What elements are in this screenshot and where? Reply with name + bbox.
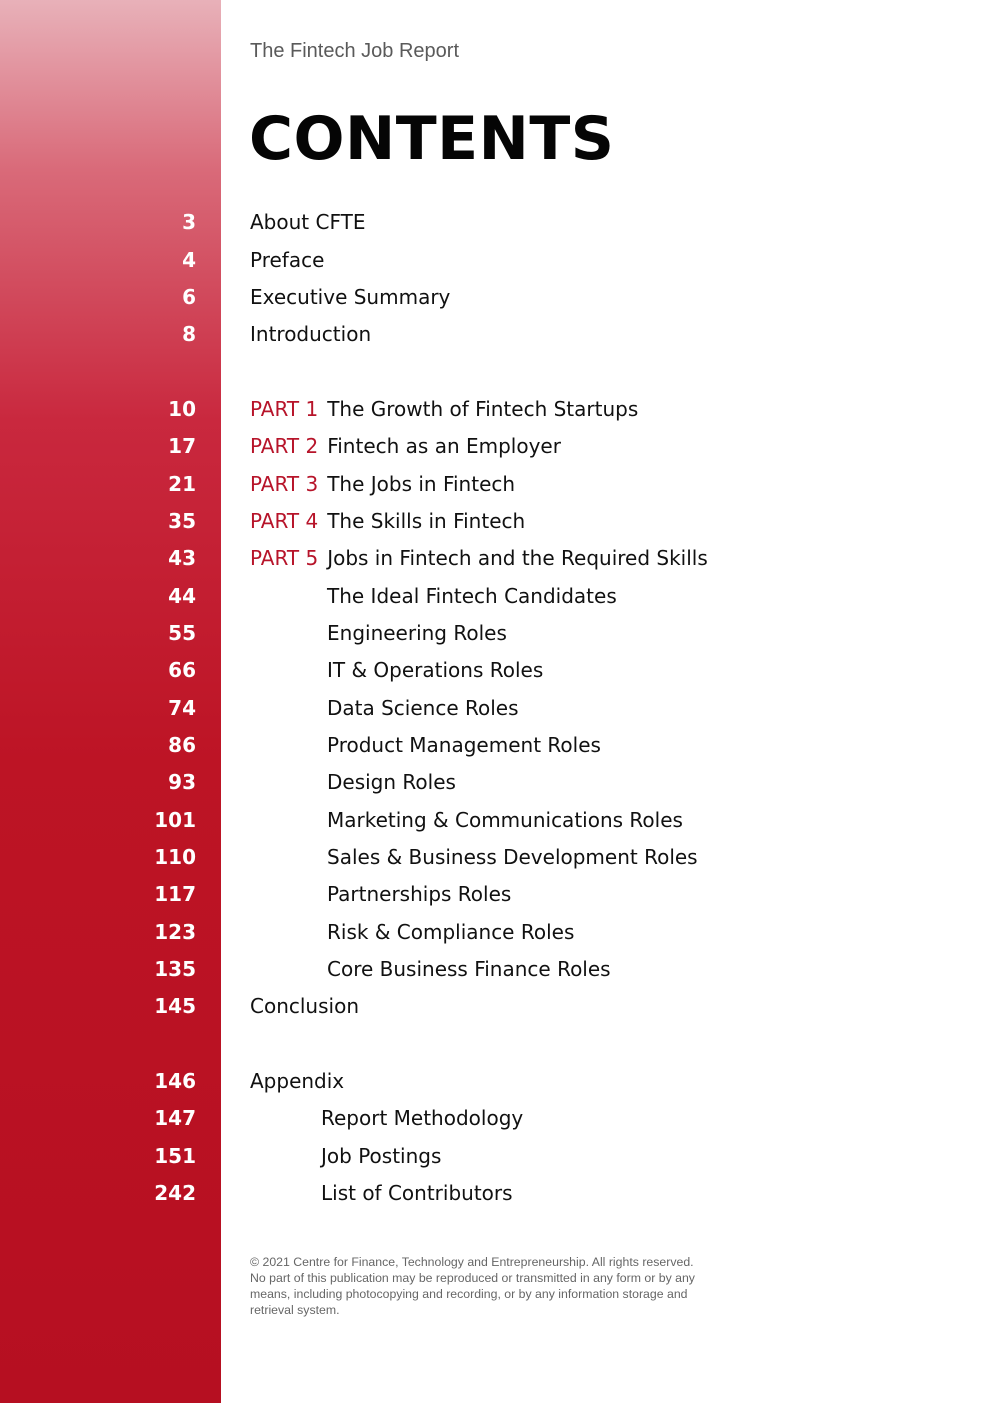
page-number: 43 <box>168 546 196 570</box>
toc-entry-title: Jobs in Fintech and the Required Skills <box>327 546 708 570</box>
toc-row-appendix[interactable] <box>0 1066 992 1096</box>
part-label: PART 2 <box>250 434 319 458</box>
toc-row-design[interactable] <box>0 767 992 797</box>
page-number: 146 <box>154 1069 196 1093</box>
toc-row-core-business-finance[interactable] <box>0 954 992 984</box>
page-number: 55 <box>168 621 196 645</box>
toc-row-marketing[interactable] <box>0 805 992 835</box>
toc-row-job-postings[interactable] <box>0 1141 992 1171</box>
toc-row-part-2[interactable] <box>0 431 992 461</box>
toc-subentry-title: List of Contributors <box>321 1181 513 1205</box>
toc-subentry-title: Data Science Roles <box>327 696 519 720</box>
page-number: 35 <box>168 509 196 533</box>
page-number: 3 <box>182 210 196 234</box>
toc-row-data-science[interactable] <box>0 693 992 723</box>
toc-entry-title: About CFTE <box>250 210 366 234</box>
page-number: 8 <box>182 322 196 346</box>
page-number: 123 <box>154 920 196 944</box>
page-title: CONTENTS <box>249 104 615 174</box>
toc-row-introduction[interactable] <box>0 319 992 349</box>
toc-row-engineering[interactable] <box>0 618 992 648</box>
page-number: 6 <box>182 285 196 309</box>
report-title: The Fintech Job Report <box>250 40 459 62</box>
page-number: 44 <box>168 584 196 608</box>
toc-subentry-title: Job Postings <box>321 1144 442 1168</box>
toc-entry-title: The Skills in Fintech <box>327 509 526 533</box>
toc-entry-title: Introduction <box>250 322 372 346</box>
part-label: PART 1 <box>250 397 319 421</box>
toc-subentry-title: Marketing & Communications Roles <box>327 808 683 832</box>
copyright-notice: © 2021 Centre for Finance, Technology and Entrepreneurship. All rights reserved. No part of this publication may be reproduced or transmitted in any form or by any means, including photocopying and recording, or by any information storage and retrieval system. <box>250 1255 695 1317</box>
page-number: 117 <box>154 882 196 906</box>
toc-row-part-3[interactable] <box>0 469 992 499</box>
toc-entry-title: Fintech as an Employer <box>327 434 561 458</box>
toc-subentry-title: Sales & Business Development Roles <box>327 845 698 869</box>
toc-entry-title: Appendix <box>250 1069 345 1093</box>
toc-row-risk-compliance[interactable] <box>0 917 992 947</box>
page-number: 10 <box>168 397 196 421</box>
toc-row-ideal-candidates[interactable] <box>0 581 992 611</box>
toc-part-entry <box>250 431 561 461</box>
page-number: 4 <box>182 248 196 272</box>
part-label: PART 4 <box>250 509 319 533</box>
toc-row-it-operations[interactable] <box>0 655 992 685</box>
page-number: 66 <box>168 658 196 682</box>
toc-part-entry <box>250 394 638 424</box>
toc-subentry-title: Product Management Roles <box>327 733 601 757</box>
toc-row-sales[interactable] <box>0 842 992 872</box>
toc-subentry-title: Partnerships Roles <box>327 882 512 906</box>
toc-part-entry <box>250 543 708 573</box>
page-number: 145 <box>154 994 196 1018</box>
page-number: 242 <box>154 1181 196 1205</box>
page-number: 21 <box>168 472 196 496</box>
toc-row-preface[interactable] <box>0 245 992 275</box>
toc-part-entry <box>250 469 515 499</box>
page-number: 93 <box>168 770 196 794</box>
page-number: 17 <box>168 434 196 458</box>
toc-row-product-management[interactable] <box>0 730 992 760</box>
toc-subentry-title: Design Roles <box>327 770 456 794</box>
toc-subentry-title: Report Methodology <box>321 1106 524 1130</box>
toc-entry-title: Preface <box>250 248 325 272</box>
toc-entry-title: The Growth of Fintech Startups <box>327 397 639 421</box>
part-label: PART 5 <box>250 546 319 570</box>
toc-subentry-title: Risk & Compliance Roles <box>327 920 575 944</box>
toc-row-part-1[interactable] <box>0 394 992 424</box>
toc-row-part-4[interactable] <box>0 506 992 536</box>
part-label: PART 3 <box>250 472 319 496</box>
toc-row-executive-summary[interactable] <box>0 282 992 312</box>
page-number: 147 <box>154 1106 196 1130</box>
toc-row-conclusion[interactable] <box>0 991 992 1021</box>
page-number: 74 <box>168 696 196 720</box>
toc-entry-title: Conclusion <box>250 994 359 1018</box>
page-number: 101 <box>154 808 196 832</box>
page-number: 151 <box>154 1144 196 1168</box>
toc-row-part-5[interactable] <box>0 543 992 573</box>
toc-row-partnerships[interactable] <box>0 879 992 909</box>
toc-subentry-title: IT & Operations Roles <box>327 658 544 682</box>
toc-row-about[interactable] <box>0 207 992 237</box>
toc-row-report-methodology[interactable] <box>0 1103 992 1133</box>
toc-part-entry <box>250 506 525 536</box>
toc-subentry-title: Engineering Roles <box>327 621 507 645</box>
toc-entry-title: Executive Summary <box>250 285 451 309</box>
toc-subentry-title: The Ideal Fintech Candidates <box>327 584 617 608</box>
toc-entry-title: The Jobs in Fintech <box>327 472 516 496</box>
toc-row-contributors[interactable] <box>0 1178 992 1208</box>
page-number: 135 <box>154 957 196 981</box>
toc-subentry-title: Core Business Finance Roles <box>327 957 611 981</box>
page-number: 110 <box>154 845 196 869</box>
page-number: 86 <box>168 733 196 757</box>
